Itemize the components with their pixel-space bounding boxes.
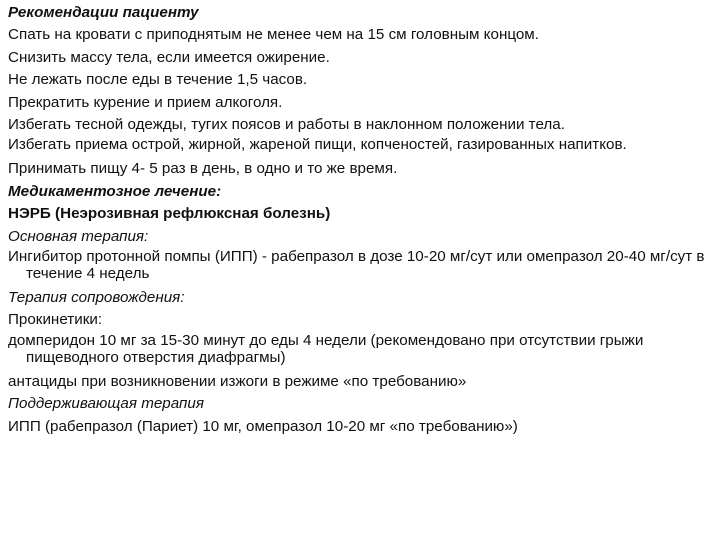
slide-content — [8, 2, 714, 438]
prokinetics-label: Прокинетики: — [8, 311, 103, 329]
heading-drug-treatment: Медикаментозное лечение: — [8, 182, 222, 200]
recommendation-smoking-alcohol: Прекратить курение и прием алкоголя. — [8, 93, 283, 111]
therapy-maintenance-ppi: ИПП (рабепразол (Париет) 10 мг, омепразол 10-20 мг «по требованию») — [8, 417, 518, 435]
recommendation-weight: Снизить массу тела, если имеется ожирение. — [8, 48, 330, 66]
heading-patient-recommendations: Рекомендации пациенту — [8, 4, 199, 21]
recommendation-food: Избегать приема острой, жирной, жареной пищи, копченостей, газированных напитков. — [8, 136, 627, 154]
therapy-domperidone: домперидон 10 мг за 15-30 минут до еды 4 недели (рекомендовано при отсутствии грыжи пищеводного отверстия диафрагмы) — [8, 331, 644, 366]
therapy-ppi: Ингибитор протонной помпы (ИПП) - рабепразол в дозе 10-20 мг/сут или омепразол 20-40 мг/сут в течение 4 недель — [8, 248, 705, 283]
recommendation-after-meal: Не лежать после еды в течение 1,5 часов. — [8, 71, 308, 89]
recommendation-clothing: Избегать тесной одежды, тугих поясов и работы в наклонном положении тела. — [8, 116, 565, 134]
heading-nerd: НЭРБ (Неэрозивная рефлюксная болезнь) — [8, 205, 331, 223]
therapy-antacids: антациды при возникновении изжоги в режиме «по требованию» — [8, 372, 467, 390]
heading-accompanying-therapy: Терапия сопровождения: — [8, 289, 185, 307]
recommendation-meals: Принимать пищу 4- 5 раз в день, в одно и то же время. — [8, 160, 398, 178]
heading-main-therapy: Основная терапия: — [8, 227, 149, 245]
heading-maintenance-therapy: Поддерживающая терапия — [8, 395, 204, 413]
recommendation-sleep: Спать на кровати с приподнятым не менее чем на 15 см головным концом. — [8, 26, 539, 44]
